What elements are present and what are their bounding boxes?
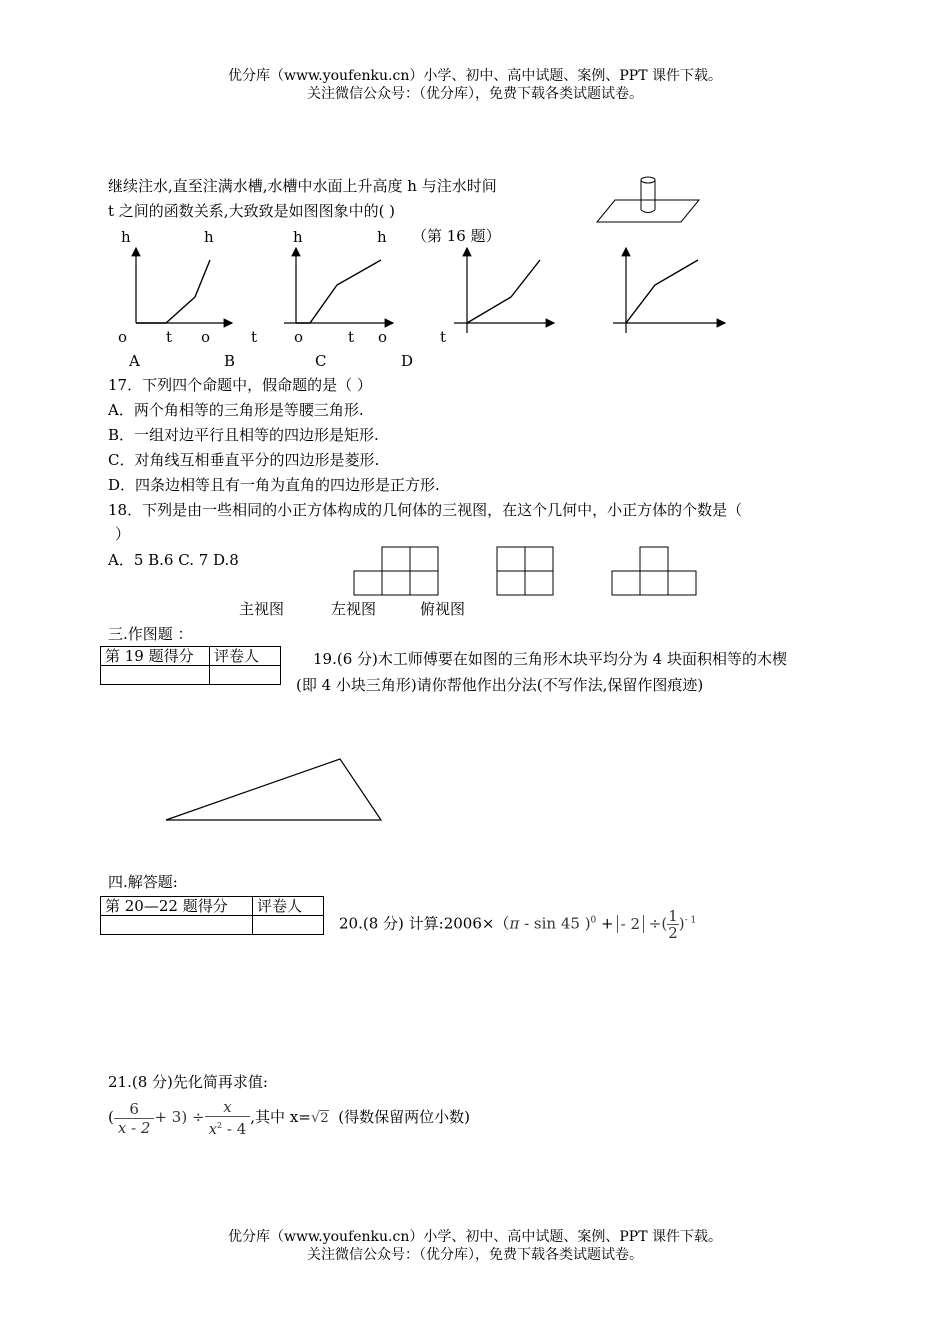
q20-exp0: 0: [590, 915, 597, 926]
q17-option-a: A．两个角相等的三角形是等腰三角形.: [108, 401, 364, 419]
q16-text-1: 继续注水,直至注满水槽,水槽中水面上升高度 h 与注水时间: [108, 177, 497, 195]
q20-prefix: 20.(8 分) 计算:2006×（: [339, 914, 510, 933]
q20-abs: - 2: [617, 915, 644, 933]
graph-a-label-h: h: [121, 228, 131, 246]
q17-option-d: D．四条边相等且有一角为直角的四边形是正方形.: [108, 476, 440, 494]
q19-text-2: (即 4 小块三角形)请你帮他作出分法(不写作法,保留作图痕迹): [296, 676, 704, 694]
graph-c-label-o: o: [294, 328, 304, 346]
graph-b-label-h: h: [204, 228, 214, 246]
header-line-1: 优分库（www.youfenku.cn）小学、初中、高中试题、案例、PPT 课件下载。: [227, 68, 722, 84]
q17-option-c: C．对角线互相垂直平分的四边形是菱形.: [108, 451, 380, 469]
q21-note: (得数保留两位小数): [338, 1108, 470, 1126]
graph-c: [454, 248, 554, 333]
q18-stem: 18．下列是由一些相同的小正方体构成的几何体的三视图，在这个几何中，小正方体的个数是（: [108, 501, 743, 519]
q20-grader-label: 评卷人: [253, 897, 324, 916]
q21-div: ÷: [191, 1108, 205, 1126]
q18-options: A．5 B.6 C. 7 D.8: [108, 551, 239, 569]
left-view-label: 左视图: [331, 600, 377, 618]
left-view: [497, 547, 553, 595]
q19-grader-label: 评卷人: [210, 647, 281, 666]
q17-option-b: B．一组对边平行且相等的四边形是矩形.: [108, 426, 379, 444]
q21-num1: 6: [114, 1100, 155, 1119]
q21-den2-exp: 2: [217, 1121, 223, 1130]
wood-triangle: [166, 759, 381, 820]
q20-score-cell[interactable]: [101, 916, 253, 935]
top-view: [612, 547, 696, 595]
graph-a-label-t: t: [166, 328, 173, 346]
q16-caption: （第 16 题）: [412, 227, 501, 245]
q21-title: 21.(8 分)先化简再求值:: [108, 1073, 268, 1091]
option-a-label: A: [129, 352, 140, 370]
water-tank-figure: [597, 177, 699, 222]
q21-den2: x: [208, 1120, 218, 1138]
section-3-title: 三.作图题 ：: [108, 625, 193, 643]
graph-b-label-o: o: [201, 328, 211, 346]
front-view-label: 主视图: [239, 600, 285, 618]
q19-score-cell[interactable]: [101, 666, 210, 685]
q20-score-table: [100, 896, 324, 935]
sqrt-symbol: √: [310, 1108, 321, 1126]
graph-a: [136, 248, 232, 323]
q21-num2: x: [205, 1098, 251, 1117]
q20-sin: - sin 45: [519, 914, 580, 933]
q20-expm1: - 1: [684, 915, 697, 926]
option-b-label: B: [224, 352, 236, 370]
graph-b-label-t: t: [251, 328, 258, 346]
q21-sqrt-value: 2: [320, 1111, 329, 1126]
graph-b: [284, 248, 393, 323]
q21-open: (: [108, 1108, 114, 1126]
footer-line-2: 关注微信公众号：（优分库），免费下载各类试题试卷。: [307, 1247, 643, 1263]
q19-score-table: [100, 646, 281, 685]
graph-c-label-t: t: [348, 328, 355, 346]
q20-score-label: 第 20—22 题得分: [101, 897, 253, 916]
q20-paren: ): [678, 914, 685, 933]
graph-d-label-h: h: [377, 228, 387, 246]
graph-d-label-o: o: [378, 328, 388, 346]
footer-line-1: 优分库（www.youfenku.cn）小学、初中、高中试题、案例、PPT 课件下载。: [227, 1229, 722, 1245]
q16-text-2: t 之间的函数关系,大致致是如图图象中的( ): [108, 202, 396, 220]
q20-close: ): [579, 914, 591, 933]
q20-expression: [339, 908, 696, 941]
q20-frac-den: 2: [668, 924, 678, 942]
q21-fraction-1: [114, 1100, 155, 1137]
graph-d-label-t: t: [440, 328, 447, 346]
q19-text-1: 19.(6 分)木工师傅要在如图的三角形木块平均分为 4 块面积相等的木楔: [313, 650, 787, 668]
q21-expression: [108, 1098, 470, 1138]
q18-stem-end: ）: [115, 525, 131, 543]
q21-fraction-2: [205, 1098, 251, 1138]
pi-symbol: π: [509, 914, 520, 933]
q20-fraction: [667, 908, 679, 941]
q21-den2-rest: - 4: [222, 1120, 247, 1138]
q21-den1: x - 2: [117, 1118, 151, 1137]
q17-stem: 17．下列四个命题中，假命题的是（ ）: [108, 376, 372, 394]
q21-plus3: + 3): [154, 1108, 188, 1126]
graph-d: [613, 248, 725, 333]
graph-c-label-h: h: [293, 228, 303, 246]
graph-a-label-o: o: [118, 328, 128, 346]
q20-frac-num: 1: [668, 907, 678, 925]
q20-plus: +: [596, 914, 614, 933]
q20-div: ÷(: [644, 914, 668, 933]
q21-where: ,其中 x=: [250, 1108, 311, 1126]
option-d-label: D: [401, 352, 414, 370]
top-view-label: 俯视图: [420, 600, 466, 618]
q19-grader-cell[interactable]: [210, 666, 281, 685]
header-line-2: 关注微信公众号：（优分库），免费下载各类试题试卷。: [307, 86, 643, 102]
q20-grader-cell[interactable]: [253, 916, 324, 935]
option-c-label: C: [315, 352, 327, 370]
section-4-title: 四.解答题:: [108, 873, 178, 891]
q19-score-label: 第 19 题得分: [101, 647, 210, 666]
front-view: [354, 547, 438, 595]
